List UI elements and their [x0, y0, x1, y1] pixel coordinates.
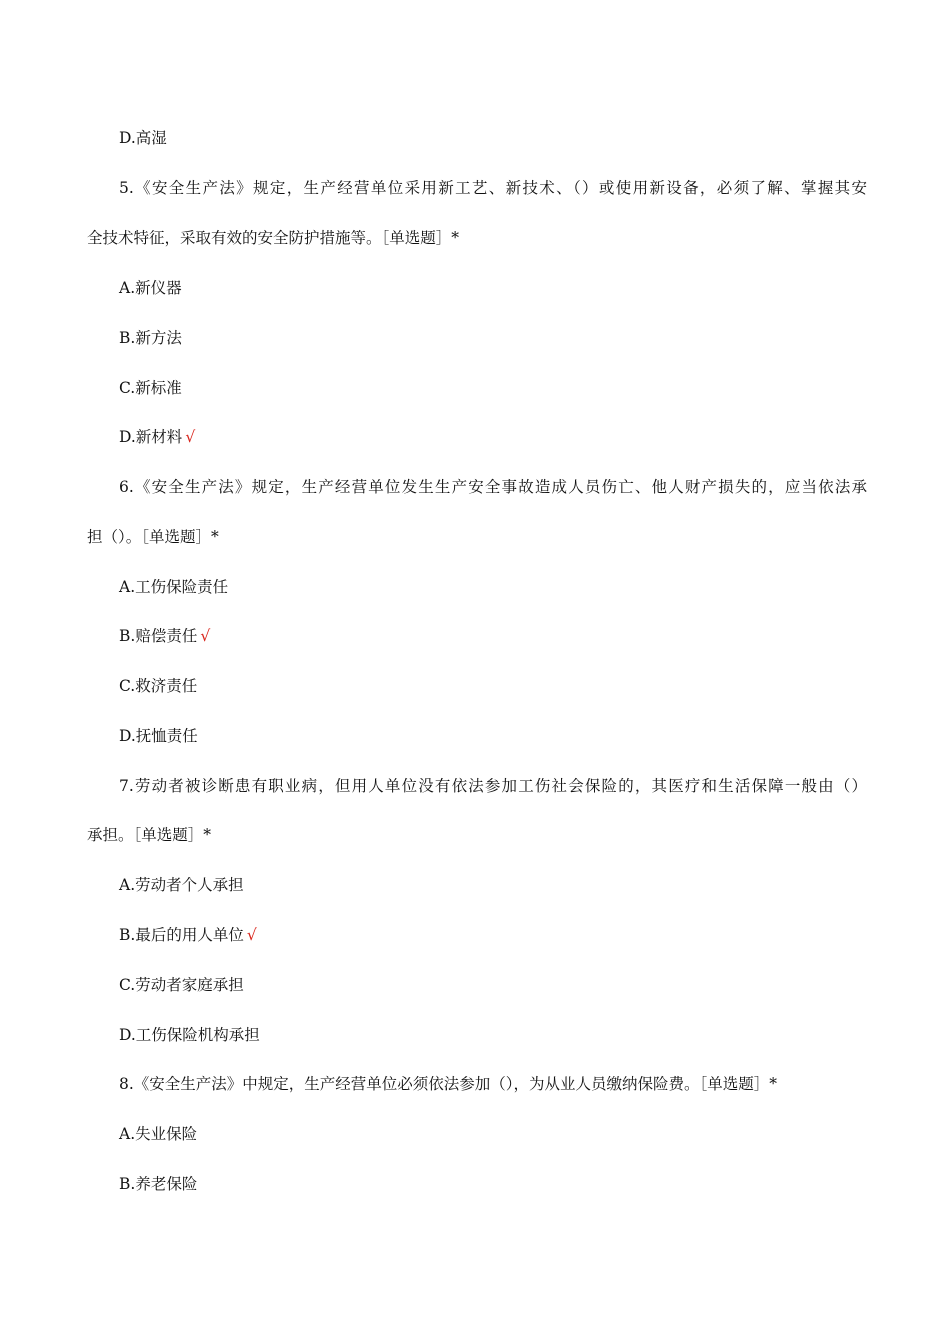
- option-text: A.失业保险: [119, 1125, 198, 1143]
- correct-check-icon: √: [246, 926, 257, 944]
- option-text: C.救济责任: [119, 677, 198, 695]
- option-text: A.工伤保险责任: [119, 578, 229, 596]
- correct-check-icon: √: [185, 428, 196, 446]
- q5-option-a: [119, 278, 182, 298]
- question-7-line-1: 7.劳动者被诊断患有职业病，但用人单位没有依法参加工伤社会保险的，其医疗和生活保障一般由（）: [119, 777, 867, 795]
- correct-check-icon: √: [200, 627, 211, 645]
- option-text: D.高湿: [119, 129, 167, 147]
- option-text: A.新仪器: [119, 279, 182, 297]
- question-5-line-1: 5.《安全生产法》规定，生产经营单位采用新工艺、新技术、（）或使用新设备，必须了解、掌握其安: [119, 179, 867, 197]
- option-text: A.劳动者个人承担: [119, 876, 244, 894]
- q7-option-a: [119, 875, 244, 895]
- option-text: D.新材料: [119, 428, 183, 446]
- option-text: D.抚恤责任: [119, 727, 198, 745]
- question-6-line-2: 担（）。［单选题］*: [87, 528, 219, 546]
- q5-option-d: [119, 427, 195, 447]
- option-text: D.工伤保险机构承担: [119, 1026, 260, 1044]
- option-text: C.劳动者家庭承担: [119, 976, 244, 994]
- q5-option-c: [119, 378, 182, 398]
- q8-option-a: [119, 1124, 197, 1144]
- option-text: B.赔偿责任: [119, 627, 198, 645]
- question-8-line-1: 8.《安全生产法》中规定，生产经营单位必须依法参加（），为从业人员缴纳保险费。［单选题］*: [119, 1075, 778, 1093]
- option-text: C.新标准: [119, 379, 182, 397]
- question-7-line-2: 承担。［单选题］*: [87, 826, 212, 844]
- q5-option-b: [119, 328, 182, 348]
- option-text: B.养老保险: [119, 1175, 198, 1193]
- q6-option-c: [119, 676, 197, 696]
- question-6-line-1: 6.《安全生产法》规定，生产经营单位发生生产安全事故造成人员伤亡、他人财产损失的，应当依法承: [119, 478, 867, 496]
- option-d-prev: [119, 128, 167, 148]
- option-text: B.最后的用人单位: [119, 926, 244, 944]
- q6-option-d: [119, 726, 198, 746]
- q7-option-d: [119, 1025, 260, 1045]
- q6-option-a: [119, 577, 228, 597]
- q7-option-c: [119, 975, 244, 995]
- question-5-line-2: 全技术特征，采取有效的安全防护措施等。［单选题］*: [87, 229, 460, 247]
- option-text: B.新方法: [119, 329, 182, 347]
- q8-option-b: [119, 1174, 197, 1194]
- q7-option-b: [119, 925, 257, 945]
- q6-option-b: [119, 626, 210, 646]
